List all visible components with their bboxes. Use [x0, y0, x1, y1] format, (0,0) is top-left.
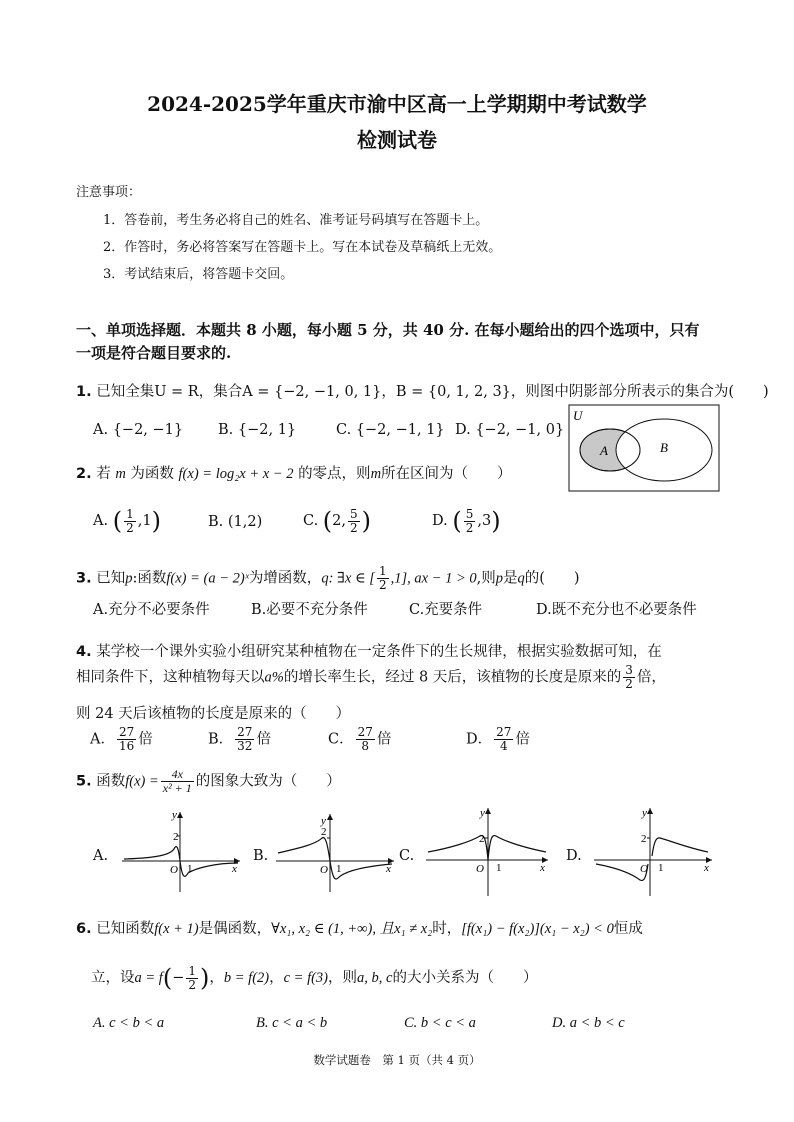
- q3-option-c: C.充要条件: [409, 602, 483, 618]
- question-5: 5. 函数f(x) = $\frac{4x}{\text{x² + 1}}$ 的图象大致为（ ）: [76, 767, 341, 795]
- svg-text:2: 2: [173, 831, 179, 843]
- question-number: 5.: [76, 773, 92, 790]
- question-number: 3.: [76, 570, 92, 587]
- q6-option-c: C. b < c < a: [404, 1015, 476, 1031]
- note-2: 2．作答时，务必将答案写在答题卡上。写在本试卷及草稿纸上无效。: [103, 240, 502, 255]
- question-6: 6. 已知函数f(x + 1)是偶函数，∀x₁, x₂ ∈ (1, +∞), 且x₁ ≠ x₂时，[f(x₁) − f(x₂)](x₁ − x₂) < 0恒成: [76, 921, 643, 937]
- q5-option-c-label: C.: [399, 848, 415, 864]
- q5-option-d-label: D.: [566, 848, 582, 864]
- q5-option-a-label: A.: [93, 848, 109, 864]
- q4-option-c: C． $\frac{27}{8}$ 倍: [328, 725, 392, 753]
- question-4: 4. 某学校一个课外实验小组研究某种植物在一定条件下的生长规律，根据实验数据可知，在: [76, 644, 662, 660]
- page-footer: 数学试题卷 第 1 页（共 4 页）: [313, 1053, 481, 1067]
- q4-option-b: B． $\frac{27}{32}$ 倍: [208, 725, 271, 753]
- question-2: 2. 若 m 为函数 f(x) = log₂x + x − 2 的零点，则m所在区间为（ ）: [76, 466, 512, 482]
- svg-text:1: 1: [187, 863, 193, 875]
- q4-option-a: A． $\frac{27}{16}$ 倍: [90, 725, 153, 753]
- venn-label-b: B: [660, 440, 668, 455]
- svg-text:x: x: [704, 862, 709, 874]
- q5-option-b-label: B.: [253, 848, 269, 864]
- q1-option-a: A. {−2, −1}: [93, 422, 184, 438]
- venn-diagram: [568, 404, 720, 492]
- svg-text:1: 1: [658, 862, 664, 874]
- question-number: 2.: [76, 466, 92, 482]
- venn-label-u: U: [573, 408, 583, 423]
- q2-option-d: D. ( $\frac{5}{2}$ ,3): [432, 506, 501, 535]
- q5-graph-a: [116, 808, 246, 896]
- note-1: 1．答卷前，考生务必将自己的姓名、准考证号码填写在答题卡上。: [103, 213, 489, 228]
- svg-text:2: 2: [641, 833, 647, 845]
- question-text: 已知全集U = R，集合A = {−2, −1, 0, 1}，B = {0, 1, 2, 3}，则图中阴影部分所表示的集合为( ): [96, 384, 769, 400]
- svg-text:2: 2: [321, 826, 327, 838]
- svg-text:1: 1: [496, 862, 502, 874]
- q2-option-a: A. ( $\frac{1}{2}$ ,1): [93, 506, 161, 535]
- q5-graph-b: [270, 808, 400, 896]
- q3-option-a: A.充分不必要条件: [93, 602, 210, 618]
- svg-text:O: O: [320, 864, 328, 876]
- q2-option-c: C. (2, $\frac{5}{2}$ ): [303, 506, 372, 535]
- question-4-line2: 相同条件下，这种植物每天以a%的增长率生长，经过 8 天后，该植物的长度是原来的 $\frac{3}{2}$ 倍，: [76, 663, 666, 691]
- q1-option-c: C. {−2, −1, 1}: [336, 422, 445, 438]
- svg-text:y: y: [642, 807, 647, 819]
- notes-heading: 注意事项：: [76, 185, 142, 200]
- question-number: 6.: [76, 921, 92, 937]
- exam-title: 2024-2025学年重庆市渝中区高一上学期期中考试数学: [147, 92, 647, 116]
- svg-text:y: y: [480, 807, 485, 819]
- q4-option-d: D． $\frac{27}{4}$ 倍: [466, 725, 530, 753]
- svg-text:O: O: [476, 863, 484, 875]
- note-3: 3．考试结束后，将答题卡交回。: [103, 267, 294, 282]
- svg-text:x: x: [232, 863, 237, 875]
- q1-option-b: B. {−2, 1}: [218, 422, 297, 438]
- q6-option-b: B. c < a < b: [256, 1015, 328, 1031]
- section-heading-cont: 一项是符合题目要求的.: [76, 344, 232, 362]
- q3-option-d: D.既不充分也不必要条件: [536, 602, 697, 618]
- q1-option-d: D. {−2, −1, 0}: [455, 422, 565, 438]
- venn-label-a: A: [600, 443, 608, 458]
- svg-text:2: 2: [479, 833, 485, 845]
- q5-graph-c: [420, 804, 555, 898]
- q3-option-b: B.必要不充分条件: [251, 602, 368, 618]
- question-1: [76, 380, 769, 401]
- svg-text:x: x: [540, 862, 545, 874]
- svg-text:O: O: [640, 863, 648, 875]
- svg-text:1: 1: [336, 863, 342, 875]
- q2-option-b: B. (1,2): [208, 514, 263, 530]
- q5-graph-d: [588, 804, 718, 898]
- question-4-line3: 则 24 天后该植物的长度是原来的（ ）: [76, 706, 351, 722]
- q6-option-a: A. c < b < a: [93, 1015, 165, 1031]
- question-number: 1.: [76, 384, 92, 400]
- question-6-line2: 立，设a = f(− $\frac{1}{2}$ )，b = f(2)，c = f(3)，则a, b, c的大小关系为（ ）: [91, 963, 538, 992]
- svg-text:y: y: [321, 815, 326, 827]
- section-heading: 一、单项选择题．本题共 8 小题，每小题 5 分，共 40 分. 在每小题给出的四个选项中，只有: [76, 321, 700, 339]
- question-3: 3. 已知p:函数f(x) = (a − 2)ˣ为增函数，q: ∃x ∈ [ $\frac{1}{2}$ ,1], ax − 1 > 0,则p是q的( ): [76, 564, 580, 592]
- svg-text:O: O: [170, 864, 178, 876]
- question-number: 4.: [76, 644, 92, 660]
- q3-function: f(x) = (a − 2)ˣ: [166, 570, 249, 587]
- svg-text:x: x: [386, 863, 391, 875]
- q6-option-d: D. a < b < c: [552, 1015, 625, 1031]
- q2-function: f(x) = log₂x + x − 2: [178, 466, 294, 482]
- exam-subtitle: 检测试卷: [357, 128, 437, 152]
- svg-text:y: y: [172, 809, 177, 821]
